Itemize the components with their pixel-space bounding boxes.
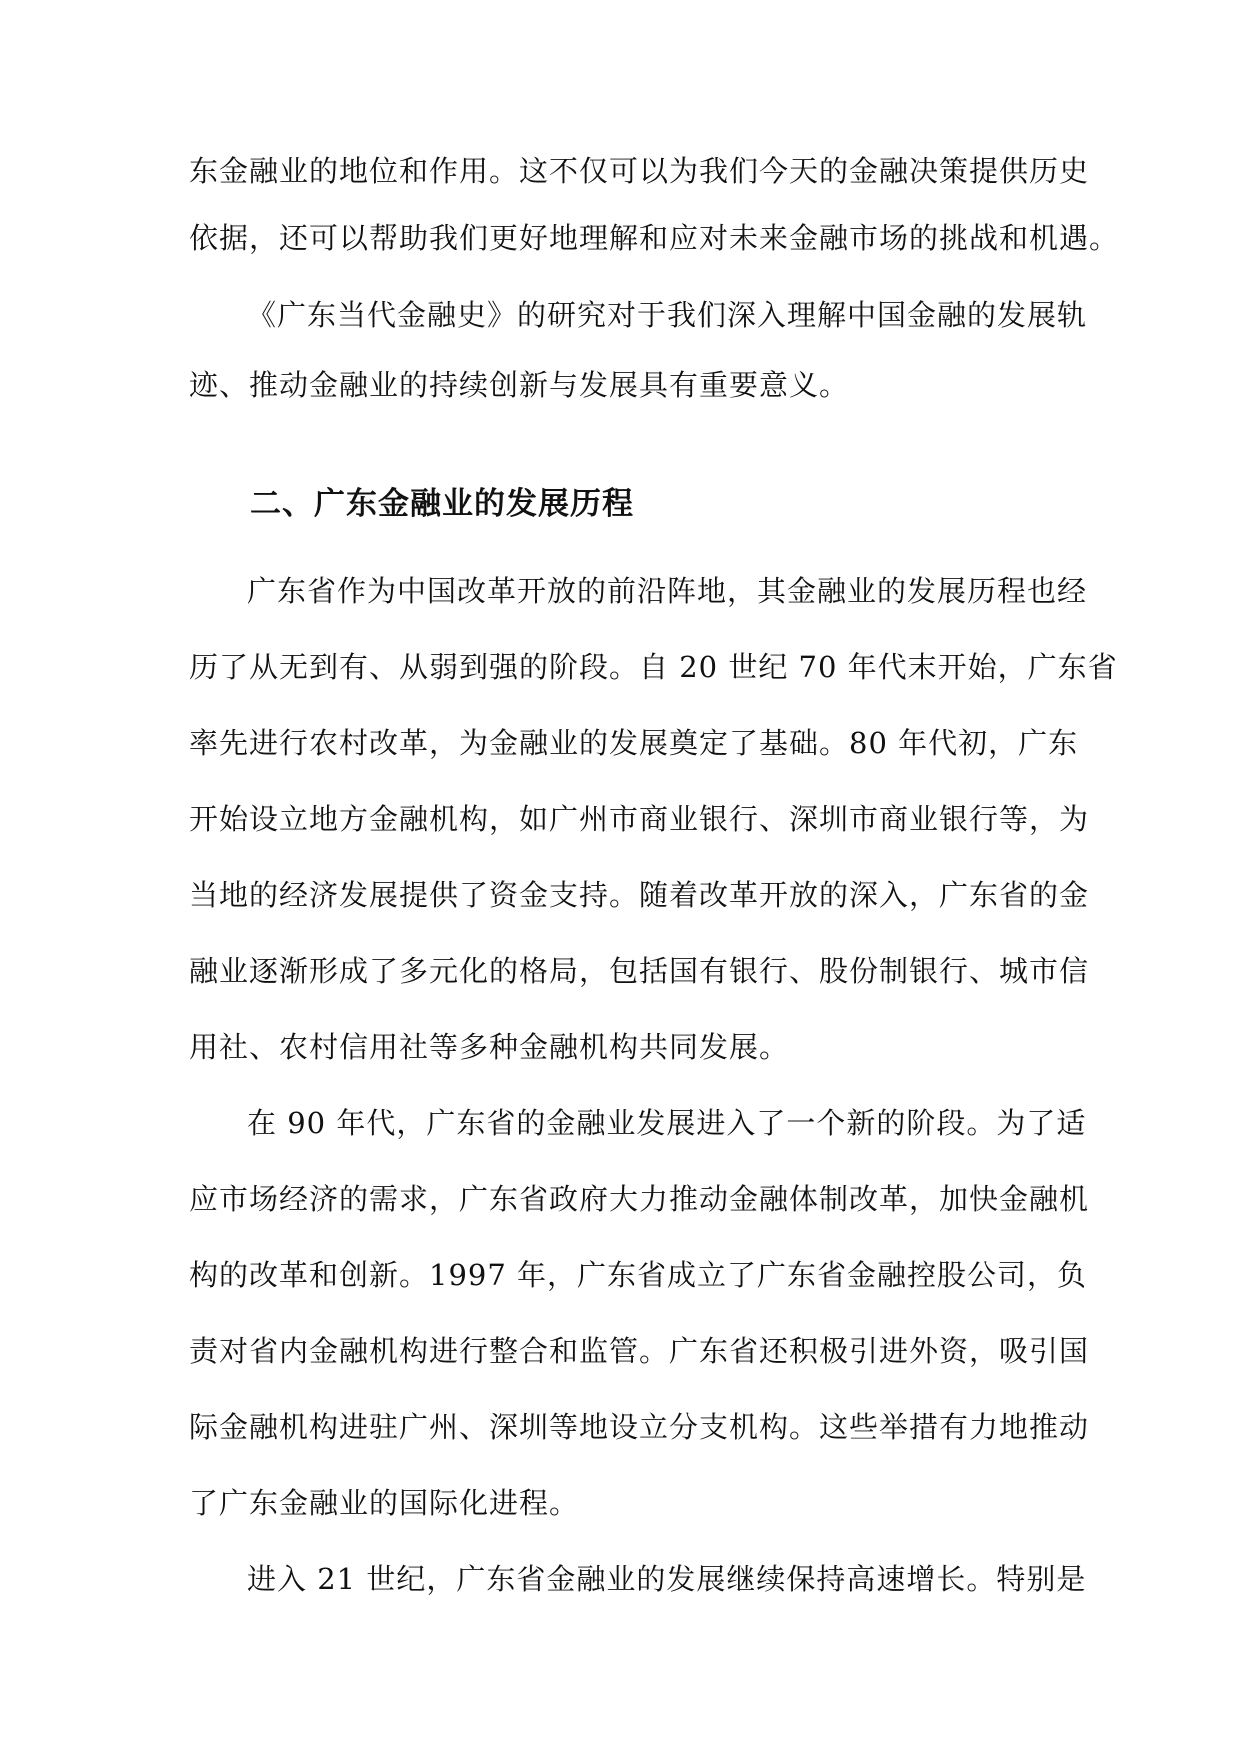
text-line: 用社、农村信用社等多种金融机构共同发展。 xyxy=(189,1030,790,1064)
paragraph-first-line: 《广东当代金融史》的研究对于我们深入理解中国金融的发展轨 xyxy=(247,298,1088,332)
paragraph-first-line: 在 90 年代，广东省的金融业发展进入了一个新的阶段。为了适 xyxy=(247,1106,1087,1140)
text-line: 融业逐渐形成了多元化的格局，包括国有银行、股份制银行、城市信 xyxy=(189,954,1090,988)
paragraph-first-line: 进入 21 世纪，广东省金融业的发展继续保持高速增长。特别是 xyxy=(247,1562,1087,1596)
text-line: 开始设立地方金融机构，如广州市商业银行、深圳市商业银行等，为 xyxy=(189,802,1090,836)
text-line: 际金融机构进驻广州、深圳等地设立分支机构。这些举措有力地推动 xyxy=(189,1410,1090,1444)
paragraph-first-line: 广东省作为中国改革开放的前沿阵地，其金融业的发展历程也经 xyxy=(247,574,1088,608)
text-line: 历了从无到有、从弱到强的阶段。自 20 世纪 70 年代末开始，广东省 xyxy=(189,650,1118,684)
text-line: 当地的经济发展提供了资金支持。随着改革开放的深入，广东省的金 xyxy=(189,878,1090,912)
text-line: 东金融业的地位和作用。这不仅可以为我们今天的金融决策提供历史 xyxy=(189,154,1090,188)
text-line: 率先进行农村改革，为金融业的发展奠定了基础。80 年代初，广东 xyxy=(189,726,1079,760)
section-heading: 二、广东金融业的发展历程 xyxy=(250,486,634,522)
text-line: 应市场经济的需求，广东省政府大力推动金融体制改革，加快金融机 xyxy=(189,1182,1090,1216)
text-line: 构的改革和创新。1997 年，广东省成立了广东省金融控股公司，负 xyxy=(189,1258,1088,1292)
text-line: 迹、推动金融业的持续创新与发展具有重要意义。 xyxy=(189,368,850,402)
text-line: 了广东金融业的国际化进程。 xyxy=(189,1486,580,1520)
text-line: 依据，还可以帮助我们更好地理解和应对未来金融市场的挑战和机遇。 xyxy=(189,221,1120,255)
text-line: 责对省内金融机构进行整合和监管。广东省还积极引进外资，吸引国 xyxy=(189,1334,1090,1368)
